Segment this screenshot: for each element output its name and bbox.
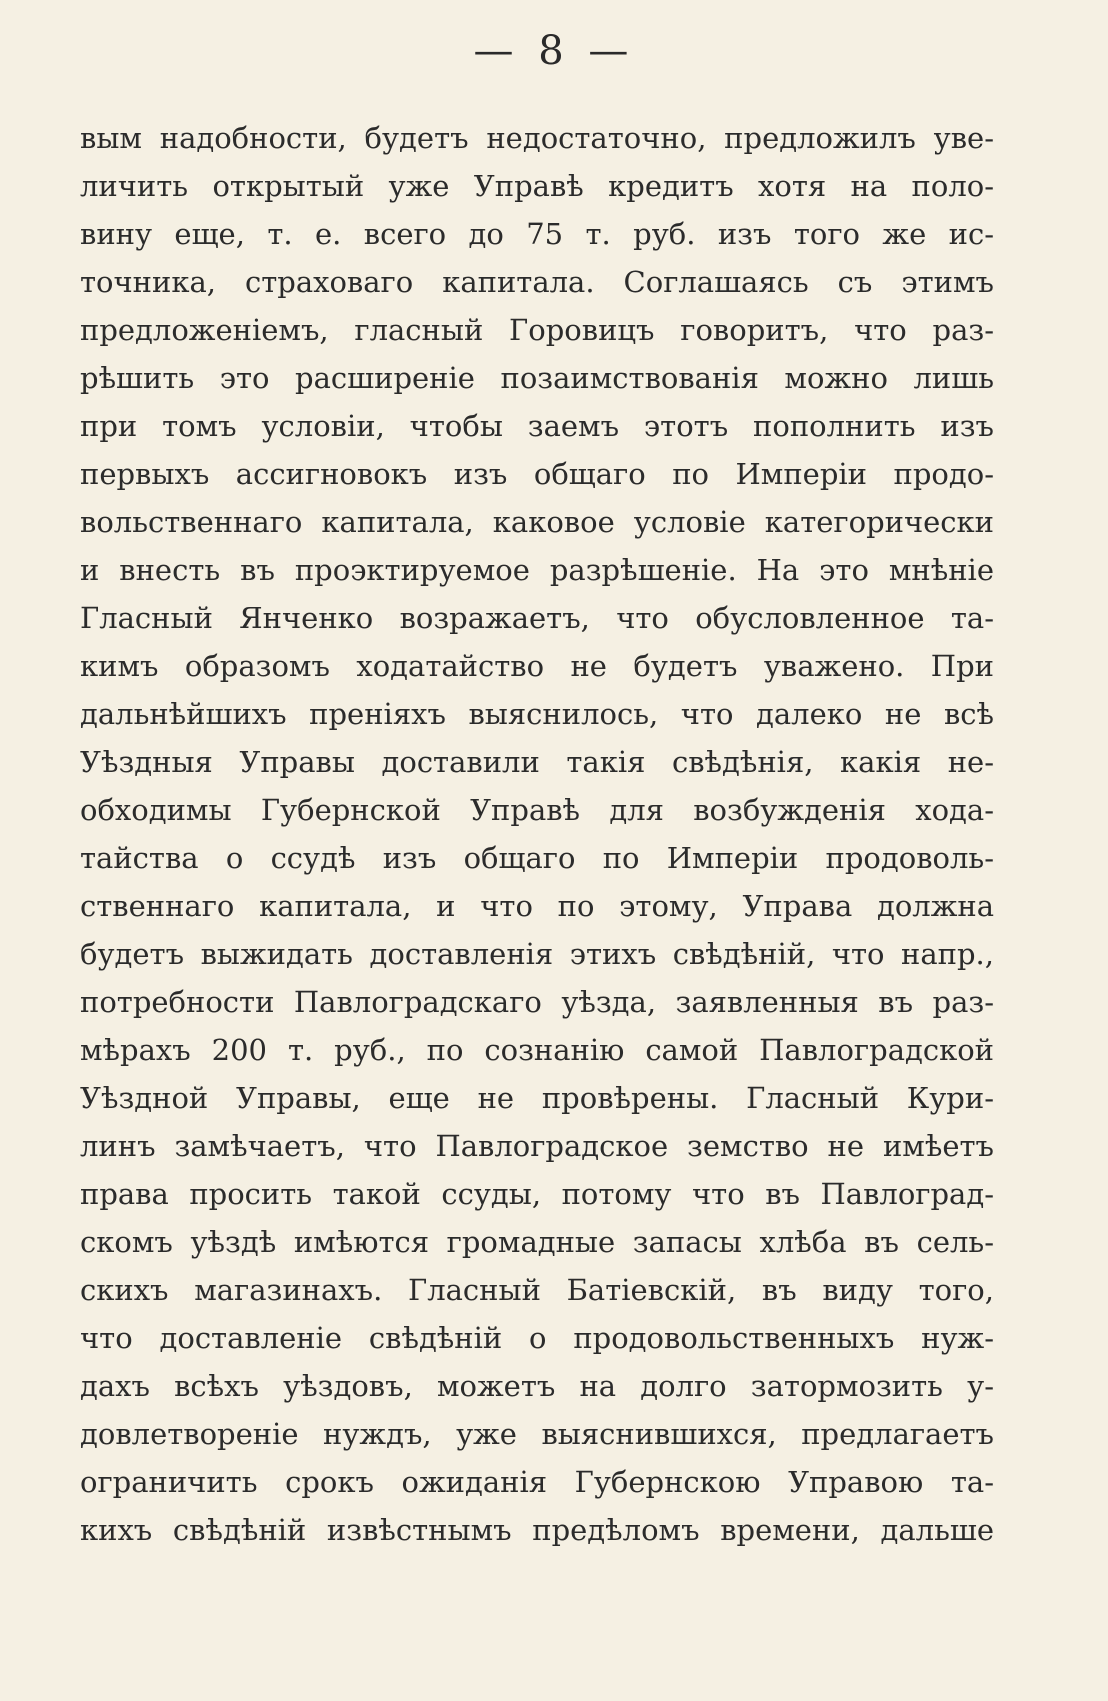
text-line: потребности Павлоградскаго уѣзда, заявленныя въ раз- xyxy=(80,985,994,1019)
text-line: мѣрахъ 200 т. руб., по сознанію самой Павлоградской xyxy=(80,1033,994,1067)
text-line: обходимы Губернской Управѣ для возбужденія хода- xyxy=(80,793,994,827)
page-number: — 8 — xyxy=(473,28,635,74)
body-text xyxy=(80,114,994,1554)
text-line: ственнаго капитала, и что по этому, Управа должна xyxy=(80,889,994,923)
text-line: ограничить срокъ ожиданія Губернскою Управою та- xyxy=(80,1465,994,1499)
text-line: будетъ выжидать доставленія этихъ свѣдѣній, что напр., xyxy=(80,937,994,971)
text-line: вольственнаго капитала, каковое условіе категорически xyxy=(80,505,994,539)
text-line: вым надобности, будетъ недостаточно, предложилъ уве- xyxy=(80,121,994,155)
text-line: Гласный Янченко возражаетъ, что обусловленное та- xyxy=(80,601,994,635)
text-line: скихъ магазинахъ. Гласный Батіевскій, въ виду того, xyxy=(80,1273,994,1307)
text-line: при томъ условіи, чтобы заемъ этотъ пополнить изъ xyxy=(80,409,994,443)
text-line: кимъ образомъ ходатайство не будетъ уважено. При xyxy=(80,649,994,683)
text-line: точника, страховаго капитала. Соглашаясь съ этимъ xyxy=(80,265,994,299)
text-line: и внесть въ проэктируемое разрѣшеніе. На это мнѣніе xyxy=(80,553,994,587)
text-line: вину еще, т. е. всего до 75 т. руб. изъ того же ис- xyxy=(80,217,994,251)
text-line: скомъ уѣздѣ имѣются громадные запасы хлѣба въ сель- xyxy=(80,1225,994,1259)
text-line: кихъ свѣдѣній извѣстнымъ предѣломъ времени, дальше xyxy=(80,1513,994,1547)
text-line: первыхъ ассигновокъ изъ общаго по Имперіи продо- xyxy=(80,457,994,491)
text-line: дальнѣйшихъ преніяхъ выяснилось, что далеко не всѣ xyxy=(80,697,994,731)
text-line: что доставленіе свѣдѣній о продовольственныхъ нуж- xyxy=(80,1321,994,1355)
text-line: личить открытый уже Управѣ кредитъ хотя на поло- xyxy=(80,169,994,203)
text-line: дахъ всѣхъ уѣздовъ, можетъ на долго затормозить у- xyxy=(80,1369,994,1403)
text-line: довлетвореніе нуждъ, уже выяснившихся, предлагаетъ xyxy=(80,1417,994,1451)
text-line: права просить такой ссуды, потому что въ Павлоград- xyxy=(80,1177,994,1211)
text-line: линъ замѣчаетъ, что Павлоградское земство не имѣетъ xyxy=(80,1129,994,1163)
text-line: рѣшить это расширеніе позаимствованія можно лишь xyxy=(80,361,994,395)
text-line: тайства о ссудѣ изъ общаго по Имперіи продоволь- xyxy=(80,841,994,875)
text-line: Уѣздныя Управы доставили такія свѣдѣнія, какія не- xyxy=(80,745,994,779)
text-line: Уѣздной Управы, еще не провѣрены. Гласный Кури- xyxy=(80,1081,994,1115)
text-line: предложеніемъ, гласный Горовицъ говоритъ, что раз- xyxy=(80,313,994,347)
